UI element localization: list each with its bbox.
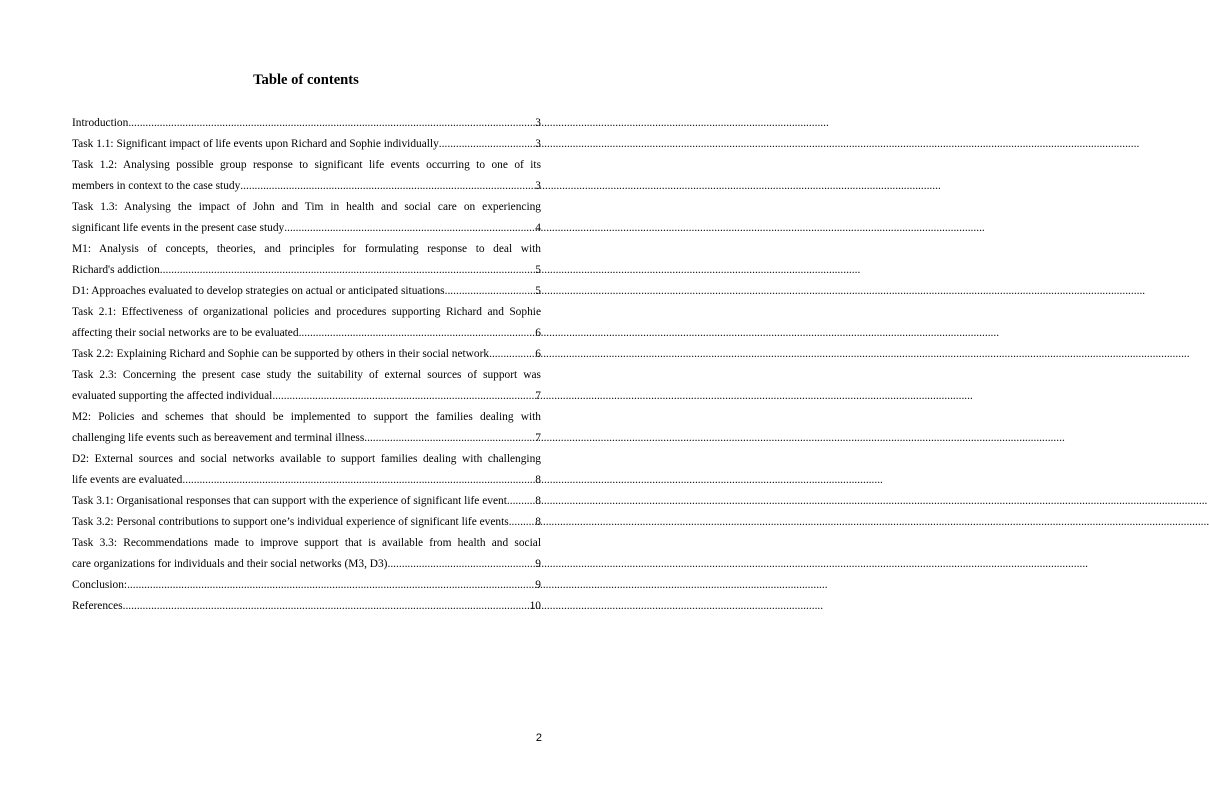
- toc-entry-line-with-page: [72, 512, 541, 533]
- toc-entry[interactable]: [72, 533, 541, 575]
- toc-entry-line: [72, 155, 541, 176]
- toc-entry[interactable]: [72, 407, 541, 449]
- toc-page-number: 7: [535, 432, 541, 444]
- toc-entry[interactable]: [72, 449, 541, 491]
- toc-entry-text: Task 1.1: Significant impact of life events upon Richard and Sophie individually: [72, 138, 439, 150]
- toc-entry-text: Task 2.3: Concerning the present case study the suitability of external sources of support was: [72, 369, 541, 381]
- toc-dot-leader: [439, 134, 536, 155]
- toc-page-number: 8: [535, 474, 541, 486]
- toc-entry-text: Task 1.2: Analysing possible group response to significant life events occurring to one of its: [72, 159, 541, 171]
- table-of-contents: [72, 113, 541, 617]
- toc-page-number: 3: [535, 117, 541, 129]
- toc-entry-line: [72, 449, 541, 470]
- toc-entry[interactable]: [72, 344, 541, 365]
- page-number: 2: [535, 732, 542, 744]
- toc-entry-text: Richard's addiction: [72, 264, 160, 276]
- toc-dot-leader: [127, 575, 535, 596]
- toc-dot-leader: [284, 218, 535, 239]
- toc-title: Table of contents: [253, 72, 359, 88]
- toc-dot-leader: [489, 344, 535, 365]
- toc-entry-text: significant life events in the present case study: [72, 222, 285, 234]
- toc-entry[interactable]: [72, 491, 541, 512]
- toc-entry-text: D2: External sources and social networks available to support families dealing with challenging: [72, 453, 541, 465]
- toc-dot-leader: [240, 176, 535, 197]
- toc-entry-text: References: [72, 600, 123, 612]
- toc-entry-line-with-page: [72, 554, 541, 575]
- toc-entry-line-with-page: [72, 575, 541, 596]
- toc-entry-line-with-page: [72, 428, 541, 449]
- toc-page-number: 8: [535, 495, 541, 507]
- toc-entry[interactable]: [72, 281, 541, 302]
- toc-entry[interactable]: [72, 512, 541, 533]
- toc-entry-text: Task 3.3: Recommendations made to improve support that is available from health and social: [72, 537, 541, 549]
- toc-entry-text: Conclusion:: [72, 579, 128, 591]
- toc-page-number: 6: [535, 348, 541, 360]
- toc-entry-line: [72, 302, 541, 323]
- toc-entry-text: Task 1.3: Analysing the impact of John and Tim in health and social care on experiencing: [72, 201, 541, 213]
- toc-entry-text: Introduction: [72, 117, 129, 129]
- toc-entry-line: [72, 197, 541, 218]
- toc-entry-line-with-page: [72, 470, 541, 491]
- toc-page-number: 5: [535, 264, 541, 276]
- toc-entry-text: life events are evaluated: [72, 474, 183, 486]
- toc-entry-line-with-page: [72, 134, 541, 155]
- toc-entry[interactable]: [72, 197, 541, 239]
- toc-page-number: 4: [535, 222, 541, 234]
- toc-entry-line-with-page: [72, 218, 541, 239]
- toc-page-number: 6: [535, 327, 541, 339]
- toc-page-number: 3: [535, 138, 541, 150]
- toc-entry-text: challenging life events such as bereavement and terminal illness: [72, 432, 365, 444]
- toc-entry-text: D1: Approaches evaluated to develop strategies on actual or anticipated situations: [72, 285, 445, 297]
- toc-entry-line-with-page: [72, 491, 541, 512]
- toc-dot-leader: [509, 512, 536, 533]
- toc-entry-text: members in context to the case study: [72, 180, 241, 192]
- toc-entry-line-with-page: [72, 323, 541, 344]
- toc-page-number: 10: [529, 600, 541, 612]
- toc-page-number: 9: [535, 579, 541, 591]
- toc-entry-line-with-page: [72, 386, 541, 407]
- toc-page-number: 9: [535, 558, 541, 570]
- toc-entry-text: care organizations for individuals and their social networks (M3, D3): [72, 558, 388, 570]
- toc-entry-line-with-page: [72, 596, 541, 617]
- toc-dot-leader: [507, 491, 535, 512]
- toc-entry-line: [72, 239, 541, 260]
- toc-entry[interactable]: [72, 239, 541, 281]
- toc-entry[interactable]: [72, 575, 541, 596]
- toc-dot-leader: [128, 113, 535, 134]
- toc-dot-leader: [160, 260, 536, 281]
- toc-entry-text: evaluated supporting the affected individual: [72, 390, 273, 402]
- toc-entry-line-with-page: [72, 176, 541, 197]
- toc-entry-text: Task 2.1: Effectiveness of organizational policies and procedures supporting Richard and Sophie: [72, 306, 541, 318]
- toc-dot-leader: [387, 554, 535, 575]
- toc-entry[interactable]: [72, 596, 541, 617]
- toc-entry-line: [72, 407, 541, 428]
- toc-dot-leader: [272, 386, 535, 407]
- toc-dot-leader: [182, 470, 535, 491]
- toc-dot-leader: [445, 281, 536, 302]
- toc-page-number: 3: [535, 180, 541, 192]
- toc-entry-line-with-page: [72, 281, 541, 302]
- toc-page-number: 7: [535, 390, 541, 402]
- toc-page-number: 5: [535, 285, 541, 297]
- toc-entry-line-with-page: [72, 260, 541, 281]
- toc-entry-text: M2: Policies and schemes that should be implemented to support the families dealing with: [72, 411, 541, 423]
- toc-entry-line-with-page: [72, 113, 541, 134]
- toc-entry[interactable]: [72, 113, 541, 134]
- toc-entry-text: M1: Analysis of concepts, theories, and principles for formulating response to deal with: [72, 243, 541, 255]
- toc-entry[interactable]: [72, 365, 541, 407]
- toc-entry-text: Task 2.2: Explaining Richard and Sophie can be supported by others in their social network: [72, 348, 490, 360]
- toc-entry-line: [72, 365, 541, 386]
- toc-entry-text: Task 3.1: Organisational responses that can support with the experience of significant life event: [72, 495, 507, 507]
- toc-entry[interactable]: [72, 134, 541, 155]
- toc-entry[interactable]: [72, 302, 541, 344]
- toc-page-number: 8: [535, 516, 541, 528]
- toc-entry-text: affecting their social networks are to be evaluated: [72, 327, 299, 339]
- toc-dot-leader: [123, 596, 530, 617]
- toc-dot-leader: [364, 428, 535, 449]
- toc-entry[interactable]: [72, 155, 541, 197]
- toc-entry-text: Task 3.2: Personal contributions to support one’s individual experience of significant life events: [72, 516, 509, 528]
- toc-dot-leader: [299, 323, 536, 344]
- toc-entry-line-with-page: [72, 344, 541, 365]
- toc-entry-line: [72, 533, 541, 554]
